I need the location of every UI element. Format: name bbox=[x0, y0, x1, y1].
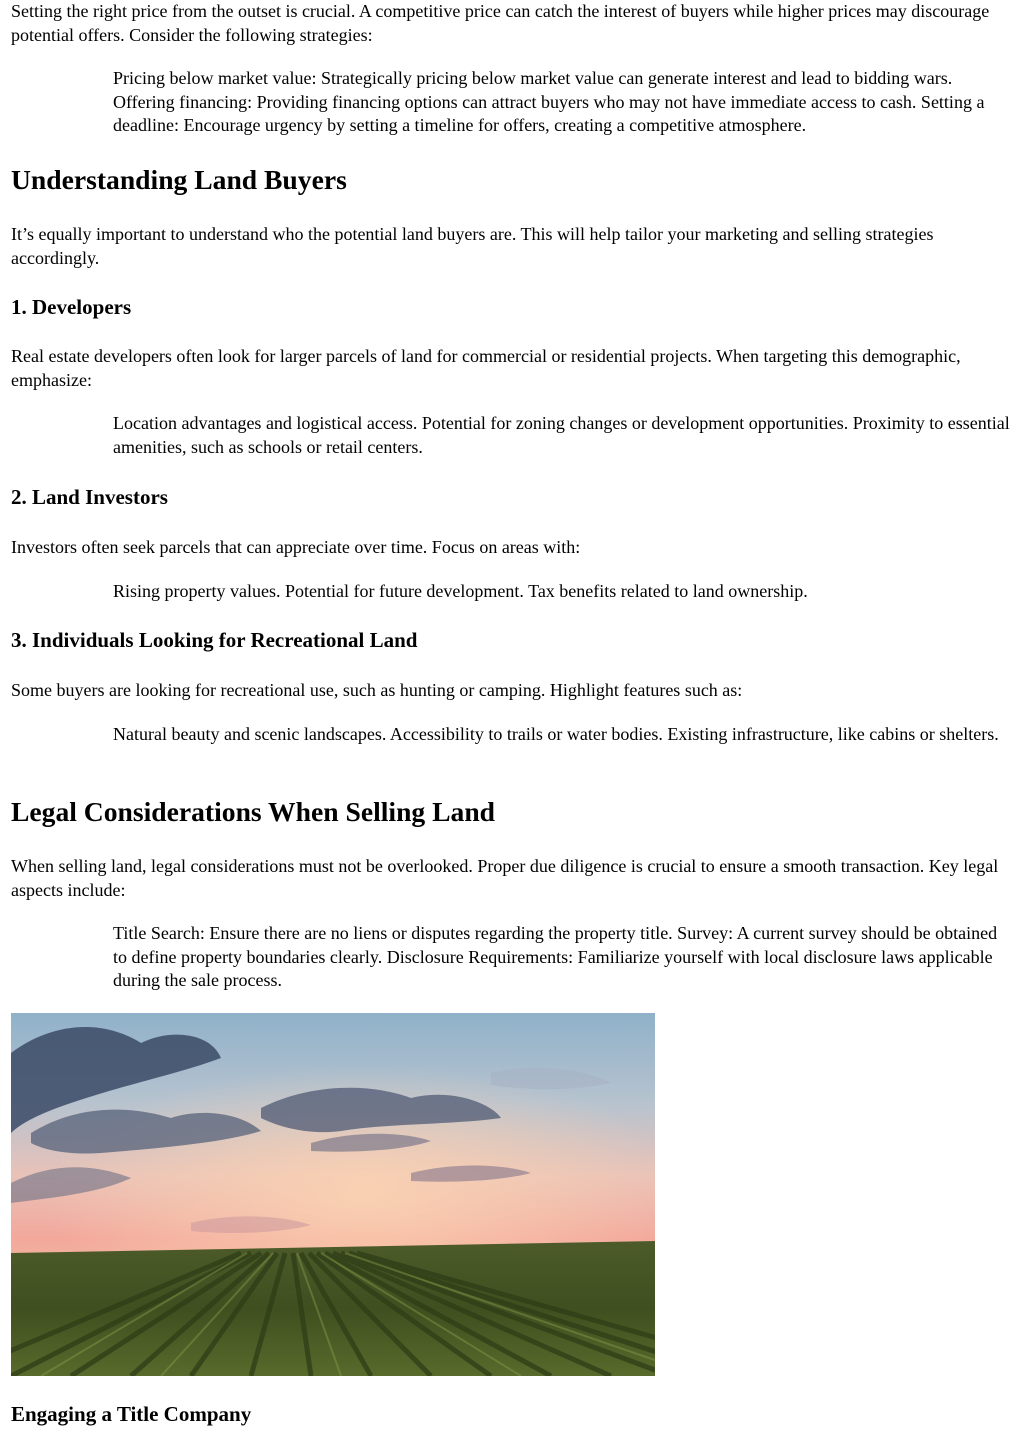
buyers-paragraph: It’s equally important to understand who the potential land buyers are. This will help tailor your marketing and selling strategies accordingly. bbox=[11, 224, 934, 268]
developers-points: Location advantages and logistical access. Potential for zoning changes or development opportunities. Proximity to essential amenities, such as schools or retail centers. bbox=[113, 413, 1010, 457]
heading-engaging-title-company: Engaging a Title Company bbox=[11, 1402, 252, 1426]
pricing-strategies-list: Pricing below market value: Strategically pricing below market value can generate interest and lead to bidding wars. Offering financing: Providing financing options can attract buyers who may not have immediate access to cash. Setting a deadline: Encourage urgency by setting a timeline for offers, creating a competitive atmosphere. bbox=[113, 68, 985, 135]
recreational-points: Natural beauty and scenic landscapes. Accessibility to trails or water bodies. Existing infrastructure, like cabins or shelters. bbox=[113, 724, 999, 744]
vineyard-sunset-image bbox=[11, 1013, 655, 1376]
legal-points: Title Search: Ensure there are no liens or disputes regarding the property title. Survey: A current survey should be obtained to define property boundaries clearly. Disclosure Requirements: Familiarize yourself with local disclosure laws applicable during the sale process. bbox=[113, 923, 998, 990]
heading-recreational-land: 3. Individuals Looking for Recreational Land bbox=[11, 628, 418, 652]
investors-points: Rising property values. Potential for future development. Tax benefits related to land ownership. bbox=[113, 581, 808, 601]
legal-paragraph: When selling land, legal considerations must not be overlooked. Proper due diligence is crucial to ensure a smooth transaction. Key legal aspects include: bbox=[11, 856, 999, 900]
investors-paragraph: Investors often seek parcels that can appreciate over time. Focus on areas with: bbox=[11, 537, 581, 557]
heading-developers: 1. Developers bbox=[11, 295, 132, 319]
heading-understanding-land-buyers: Understanding Land Buyers bbox=[11, 164, 347, 195]
intro-paragraph: Setting the right price from the outset is crucial. A competitive price can catch the interest of buyers while higher prices may discourage potential offers. Consider the following strategies: bbox=[11, 1, 990, 45]
heading-legal-considerations: Legal Considerations When Selling Land bbox=[11, 796, 496, 827]
developers-paragraph: Real estate developers often look for larger parcels of land for commercial or residential projects. When targeting this demographic, emphasize: bbox=[11, 346, 961, 390]
recreational-paragraph: Some buyers are looking for recreational use, such as hunting or camping. Highlight features such as: bbox=[11, 680, 743, 700]
heading-land-investors: 2. Land Investors bbox=[11, 485, 168, 509]
